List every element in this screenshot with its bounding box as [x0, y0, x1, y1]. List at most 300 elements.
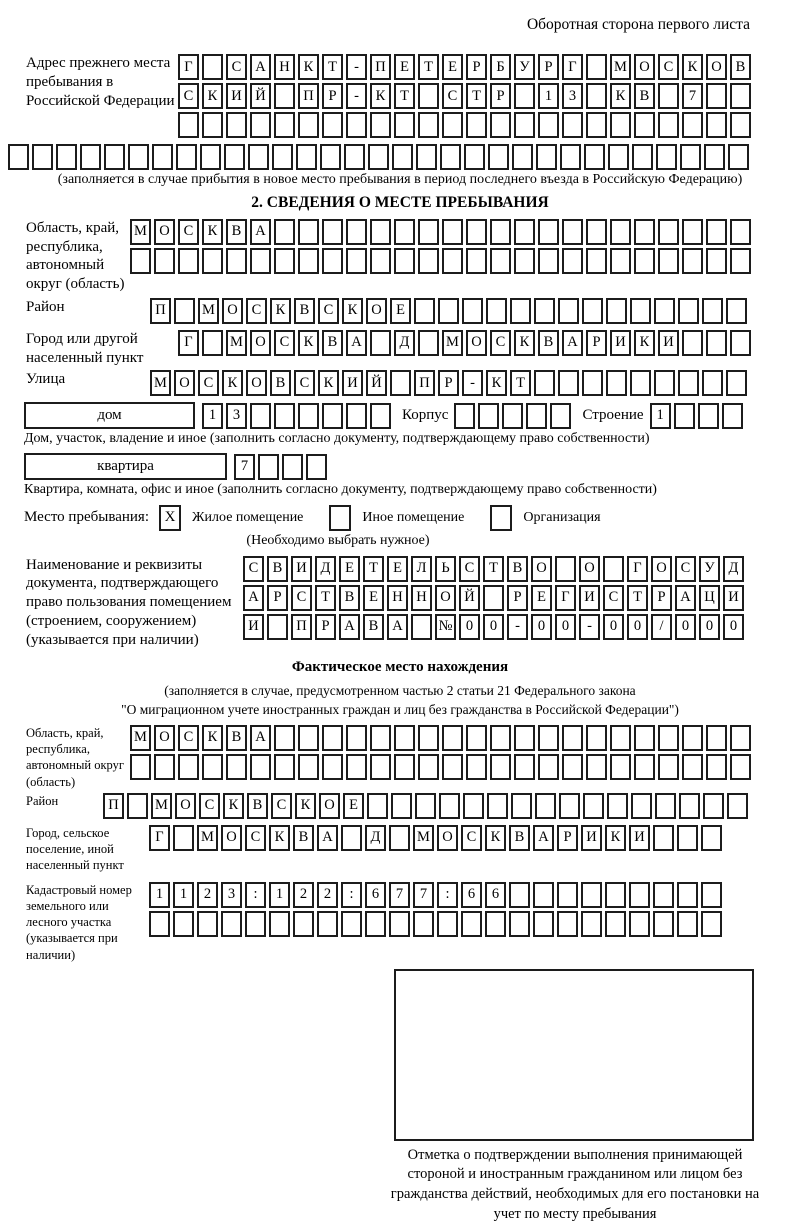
- char-box[interactable]: [582, 298, 603, 324]
- char-box[interactable]: [245, 911, 266, 937]
- char-box[interactable]: Ь: [435, 556, 456, 582]
- char-box[interactable]: [653, 825, 674, 851]
- char-box[interactable]: [630, 298, 651, 324]
- char-box[interactable]: О: [531, 556, 552, 582]
- char-box[interactable]: 0: [723, 614, 744, 640]
- char-box[interactable]: [610, 725, 631, 751]
- char-box[interactable]: [226, 248, 247, 274]
- char-box[interactable]: 1: [538, 83, 559, 109]
- char-box[interactable]: [634, 112, 655, 138]
- char-box[interactable]: [370, 725, 391, 751]
- char-box[interactable]: [557, 911, 578, 937]
- char-box[interactable]: [483, 585, 504, 611]
- char-box[interactable]: О: [706, 54, 727, 80]
- char-box[interactable]: И: [610, 330, 631, 356]
- char-box[interactable]: [581, 911, 602, 937]
- char-box[interactable]: №: [435, 614, 456, 640]
- char-box[interactable]: М: [151, 793, 172, 819]
- char-box[interactable]: О: [634, 54, 655, 80]
- char-box[interactable]: [128, 144, 149, 170]
- char-box[interactable]: [677, 825, 698, 851]
- char-box[interactable]: [221, 911, 242, 937]
- char-box[interactable]: [730, 330, 751, 356]
- char-box[interactable]: [610, 112, 631, 138]
- char-box[interactable]: [226, 754, 247, 780]
- char-box[interactable]: 1: [650, 403, 671, 429]
- char-box[interactable]: [658, 248, 679, 274]
- char-box[interactable]: [701, 825, 722, 851]
- char-box[interactable]: [534, 370, 555, 396]
- char-box[interactable]: [390, 370, 411, 396]
- char-box[interactable]: Р: [651, 585, 672, 611]
- char-box[interactable]: -: [579, 614, 600, 640]
- char-box[interactable]: [514, 248, 535, 274]
- char-box[interactable]: [282, 454, 303, 480]
- char-box[interactable]: [104, 144, 125, 170]
- char-box[interactable]: [658, 112, 679, 138]
- char-box[interactable]: [202, 54, 223, 80]
- char-box[interactable]: Д: [394, 330, 415, 356]
- char-box[interactable]: Т: [394, 83, 415, 109]
- char-box[interactable]: [550, 403, 571, 429]
- char-box[interactable]: [440, 144, 461, 170]
- char-box[interactable]: [394, 754, 415, 780]
- char-box[interactable]: Е: [390, 298, 411, 324]
- char-box[interactable]: [610, 219, 631, 245]
- char-box[interactable]: [677, 911, 698, 937]
- char-box[interactable]: К: [342, 298, 363, 324]
- char-box[interactable]: В: [538, 330, 559, 356]
- char-box[interactable]: Г: [627, 556, 648, 582]
- char-box[interactable]: В: [247, 793, 268, 819]
- char-box[interactable]: 1: [269, 882, 290, 908]
- char-box[interactable]: [370, 330, 391, 356]
- char-box[interactable]: М: [198, 298, 219, 324]
- char-box[interactable]: [320, 144, 341, 170]
- char-box[interactable]: [413, 911, 434, 937]
- char-box[interactable]: В: [322, 330, 343, 356]
- char-box[interactable]: [535, 793, 556, 819]
- char-box[interactable]: В: [509, 825, 530, 851]
- char-box[interactable]: [56, 144, 77, 170]
- char-box[interactable]: [418, 219, 439, 245]
- char-box[interactable]: К: [202, 725, 223, 751]
- char-box[interactable]: Р: [538, 54, 559, 80]
- char-box[interactable]: [582, 370, 603, 396]
- char-box[interactable]: [605, 882, 626, 908]
- char-box[interactable]: [370, 219, 391, 245]
- char-box[interactable]: [510, 298, 531, 324]
- char-box[interactable]: С: [226, 54, 247, 80]
- char-box[interactable]: [416, 144, 437, 170]
- char-box[interactable]: [298, 248, 319, 274]
- char-box[interactable]: [418, 725, 439, 751]
- char-box[interactable]: [173, 911, 194, 937]
- char-box[interactable]: К: [202, 83, 223, 109]
- char-box[interactable]: [346, 112, 367, 138]
- char-box[interactable]: [502, 403, 523, 429]
- char-box[interactable]: [274, 83, 295, 109]
- char-box[interactable]: [559, 793, 580, 819]
- char-box[interactable]: [581, 882, 602, 908]
- char-box[interactable]: М: [413, 825, 434, 851]
- char-box[interactable]: Е: [339, 556, 360, 582]
- char-box[interactable]: [658, 83, 679, 109]
- char-box[interactable]: [274, 754, 295, 780]
- checkbox-organization[interactable]: [490, 505, 512, 531]
- char-box[interactable]: М: [610, 54, 631, 80]
- char-box[interactable]: [653, 882, 674, 908]
- char-box[interactable]: [341, 825, 362, 851]
- char-box[interactable]: [702, 298, 723, 324]
- char-box[interactable]: [306, 454, 327, 480]
- char-box[interactable]: [562, 754, 583, 780]
- char-box[interactable]: [514, 754, 535, 780]
- char-box[interactable]: Д: [723, 556, 744, 582]
- char-box[interactable]: [536, 144, 557, 170]
- char-box[interactable]: [586, 112, 607, 138]
- char-box[interactable]: [461, 911, 482, 937]
- char-box[interactable]: [442, 754, 463, 780]
- char-box[interactable]: -: [507, 614, 528, 640]
- char-box[interactable]: Р: [466, 54, 487, 80]
- char-box[interactable]: [293, 911, 314, 937]
- char-box[interactable]: [442, 219, 463, 245]
- char-box[interactable]: 7: [682, 83, 703, 109]
- char-box[interactable]: 6: [461, 882, 482, 908]
- char-box[interactable]: М: [130, 725, 151, 751]
- char-box[interactable]: 1: [202, 403, 223, 429]
- char-box[interactable]: А: [250, 219, 271, 245]
- char-box[interactable]: [704, 144, 725, 170]
- char-box[interactable]: С: [461, 825, 482, 851]
- char-box[interactable]: [608, 144, 629, 170]
- char-box[interactable]: [677, 882, 698, 908]
- char-box[interactable]: [437, 911, 458, 937]
- char-box[interactable]: А: [250, 725, 271, 751]
- char-box[interactable]: [706, 219, 727, 245]
- char-box[interactable]: [322, 725, 343, 751]
- checkbox-residential-premises[interactable]: X: [159, 505, 181, 531]
- char-box[interactable]: :: [437, 882, 458, 908]
- char-box[interactable]: [728, 144, 749, 170]
- char-box[interactable]: [706, 725, 727, 751]
- char-box[interactable]: 7: [234, 454, 255, 480]
- char-box[interactable]: О: [579, 556, 600, 582]
- char-box[interactable]: [560, 144, 581, 170]
- char-box[interactable]: В: [293, 825, 314, 851]
- char-box[interactable]: [346, 725, 367, 751]
- char-box[interactable]: [322, 403, 343, 429]
- char-box[interactable]: П: [370, 54, 391, 80]
- char-box[interactable]: [558, 370, 579, 396]
- char-box[interactable]: [678, 370, 699, 396]
- char-box[interactable]: [298, 725, 319, 751]
- char-box[interactable]: А: [675, 585, 696, 611]
- char-box[interactable]: А: [317, 825, 338, 851]
- char-box[interactable]: К: [634, 330, 655, 356]
- char-box[interactable]: 3: [221, 882, 242, 908]
- char-box[interactable]: [389, 911, 410, 937]
- char-box[interactable]: [269, 911, 290, 937]
- char-box[interactable]: А: [533, 825, 554, 851]
- char-box[interactable]: [272, 144, 293, 170]
- char-box[interactable]: С: [199, 793, 220, 819]
- char-box[interactable]: Д: [315, 556, 336, 582]
- char-box[interactable]: С: [246, 298, 267, 324]
- char-box[interactable]: [514, 725, 535, 751]
- char-box[interactable]: Н: [274, 54, 295, 80]
- char-box[interactable]: [610, 754, 631, 780]
- char-box[interactable]: [178, 248, 199, 274]
- char-box[interactable]: [562, 248, 583, 274]
- char-box[interactable]: Й: [459, 585, 480, 611]
- char-box[interactable]: М: [197, 825, 218, 851]
- char-box[interactable]: [727, 793, 748, 819]
- char-box[interactable]: К: [486, 370, 507, 396]
- char-box[interactable]: 0: [627, 614, 648, 640]
- char-box[interactable]: И: [291, 556, 312, 582]
- char-box[interactable]: [682, 112, 703, 138]
- char-box[interactable]: Е: [343, 793, 364, 819]
- char-box[interactable]: В: [270, 370, 291, 396]
- char-box[interactable]: [679, 793, 700, 819]
- char-box[interactable]: [629, 882, 650, 908]
- char-box[interactable]: В: [267, 556, 288, 582]
- char-box[interactable]: [538, 112, 559, 138]
- char-box[interactable]: [322, 112, 343, 138]
- char-box[interactable]: [418, 754, 439, 780]
- char-box[interactable]: [322, 754, 343, 780]
- char-box[interactable]: [730, 112, 751, 138]
- char-box[interactable]: Е: [531, 585, 552, 611]
- char-box[interactable]: 1: [149, 882, 170, 908]
- char-box[interactable]: [274, 248, 295, 274]
- char-box[interactable]: Р: [322, 83, 343, 109]
- char-box[interactable]: А: [387, 614, 408, 640]
- char-box[interactable]: [658, 725, 679, 751]
- char-box[interactable]: [703, 793, 724, 819]
- char-box[interactable]: [274, 112, 295, 138]
- char-box[interactable]: [130, 754, 151, 780]
- char-box[interactable]: 2: [317, 882, 338, 908]
- char-box[interactable]: [586, 754, 607, 780]
- char-box[interactable]: [562, 219, 583, 245]
- char-box[interactable]: [610, 248, 631, 274]
- char-box[interactable]: -: [462, 370, 483, 396]
- char-box[interactable]: [682, 219, 703, 245]
- char-box[interactable]: [394, 219, 415, 245]
- char-box[interactable]: [706, 83, 727, 109]
- char-box[interactable]: [80, 144, 101, 170]
- char-box[interactable]: [538, 725, 559, 751]
- char-box[interactable]: [127, 793, 148, 819]
- char-box[interactable]: -: [346, 83, 367, 109]
- char-box[interactable]: [8, 144, 29, 170]
- char-box[interactable]: [487, 793, 508, 819]
- char-box[interactable]: Т: [466, 83, 487, 109]
- char-box[interactable]: 0: [699, 614, 720, 640]
- char-box[interactable]: [250, 112, 271, 138]
- char-box[interactable]: О: [250, 330, 271, 356]
- char-box[interactable]: [486, 298, 507, 324]
- char-box[interactable]: [658, 754, 679, 780]
- char-box[interactable]: 7: [389, 882, 410, 908]
- char-box[interactable]: [706, 248, 727, 274]
- char-box[interactable]: К: [682, 54, 703, 80]
- char-box[interactable]: [250, 248, 271, 274]
- char-box[interactable]: Р: [267, 585, 288, 611]
- char-box[interactable]: В: [507, 556, 528, 582]
- char-box[interactable]: -: [346, 54, 367, 80]
- char-box[interactable]: 3: [226, 403, 247, 429]
- char-box[interactable]: [317, 911, 338, 937]
- char-box[interactable]: [32, 144, 53, 170]
- char-box[interactable]: С: [675, 556, 696, 582]
- char-box[interactable]: [298, 112, 319, 138]
- char-box[interactable]: И: [226, 83, 247, 109]
- char-box[interactable]: Н: [387, 585, 408, 611]
- char-box[interactable]: [370, 248, 391, 274]
- char-box[interactable]: И: [658, 330, 679, 356]
- char-box[interactable]: [654, 370, 675, 396]
- char-box[interactable]: В: [226, 219, 247, 245]
- char-box[interactable]: [702, 370, 723, 396]
- char-box[interactable]: С: [178, 83, 199, 109]
- char-box[interactable]: О: [175, 793, 196, 819]
- char-box[interactable]: [629, 911, 650, 937]
- char-box[interactable]: [464, 144, 485, 170]
- char-box[interactable]: О: [222, 298, 243, 324]
- char-box[interactable]: [490, 754, 511, 780]
- char-box[interactable]: Й: [366, 370, 387, 396]
- char-box[interactable]: [365, 911, 386, 937]
- char-box[interactable]: [586, 248, 607, 274]
- char-box[interactable]: Е: [363, 585, 384, 611]
- char-box[interactable]: К: [222, 370, 243, 396]
- char-box[interactable]: С: [271, 793, 292, 819]
- char-box[interactable]: [370, 112, 391, 138]
- char-box[interactable]: И: [342, 370, 363, 396]
- char-box[interactable]: [298, 403, 319, 429]
- char-box[interactable]: /: [651, 614, 672, 640]
- char-box[interactable]: Т: [363, 556, 384, 582]
- char-box[interactable]: А: [250, 54, 271, 80]
- char-box[interactable]: [224, 144, 245, 170]
- char-box[interactable]: [438, 298, 459, 324]
- char-box[interactable]: [562, 725, 583, 751]
- char-box[interactable]: П: [414, 370, 435, 396]
- char-box[interactable]: С: [198, 370, 219, 396]
- char-box[interactable]: Л: [411, 556, 432, 582]
- char-box[interactable]: Й: [250, 83, 271, 109]
- checkbox-other-premises[interactable]: [329, 505, 351, 531]
- char-box[interactable]: [466, 112, 487, 138]
- char-box[interactable]: [173, 825, 194, 851]
- char-box[interactable]: [341, 911, 362, 937]
- char-box[interactable]: [346, 219, 367, 245]
- char-box[interactable]: Т: [510, 370, 531, 396]
- char-box[interactable]: [296, 144, 317, 170]
- char-box[interactable]: [154, 248, 175, 274]
- char-box[interactable]: [370, 403, 391, 429]
- char-box[interactable]: [418, 330, 439, 356]
- char-box[interactable]: Г: [149, 825, 170, 851]
- char-box[interactable]: Ц: [699, 585, 720, 611]
- char-box[interactable]: И: [629, 825, 650, 851]
- char-box[interactable]: [178, 112, 199, 138]
- char-box[interactable]: [478, 403, 499, 429]
- char-box[interactable]: [346, 754, 367, 780]
- char-box[interactable]: [514, 219, 535, 245]
- char-box[interactable]: С: [658, 54, 679, 80]
- char-box[interactable]: К: [610, 83, 631, 109]
- char-box[interactable]: [730, 248, 751, 274]
- char-box[interactable]: [509, 882, 530, 908]
- char-box[interactable]: [706, 112, 727, 138]
- char-box[interactable]: К: [605, 825, 626, 851]
- char-box[interactable]: Р: [586, 330, 607, 356]
- char-box[interactable]: [586, 83, 607, 109]
- char-box[interactable]: [682, 330, 703, 356]
- char-box[interactable]: К: [298, 330, 319, 356]
- char-box[interactable]: [698, 403, 719, 429]
- char-box[interactable]: М: [226, 330, 247, 356]
- char-box[interactable]: [680, 144, 701, 170]
- char-box[interactable]: [490, 725, 511, 751]
- char-box[interactable]: О: [174, 370, 195, 396]
- char-box[interactable]: О: [466, 330, 487, 356]
- char-box[interactable]: [149, 911, 170, 937]
- char-box[interactable]: [202, 330, 223, 356]
- char-box[interactable]: О: [319, 793, 340, 819]
- char-box[interactable]: [394, 248, 415, 274]
- char-box[interactable]: Е: [394, 54, 415, 80]
- char-box[interactable]: 7: [413, 882, 434, 908]
- char-box[interactable]: [418, 248, 439, 274]
- char-box[interactable]: [634, 725, 655, 751]
- char-box[interactable]: К: [485, 825, 506, 851]
- char-box[interactable]: С: [490, 330, 511, 356]
- char-box[interactable]: [322, 248, 343, 274]
- char-box[interactable]: [726, 370, 747, 396]
- char-box[interactable]: [630, 370, 651, 396]
- char-box[interactable]: [267, 614, 288, 640]
- char-box[interactable]: С: [178, 725, 199, 751]
- char-box[interactable]: С: [243, 556, 264, 582]
- char-box[interactable]: [463, 793, 484, 819]
- char-box[interactable]: [368, 144, 389, 170]
- char-box[interactable]: 0: [531, 614, 552, 640]
- char-box[interactable]: П: [150, 298, 171, 324]
- char-box[interactable]: [298, 219, 319, 245]
- char-box[interactable]: В: [730, 54, 751, 80]
- char-box[interactable]: [274, 725, 295, 751]
- char-box[interactable]: [538, 219, 559, 245]
- char-box[interactable]: [176, 144, 197, 170]
- char-box[interactable]: У: [699, 556, 720, 582]
- char-box[interactable]: [202, 112, 223, 138]
- char-box[interactable]: Р: [438, 370, 459, 396]
- char-box[interactable]: [678, 298, 699, 324]
- char-box[interactable]: О: [437, 825, 458, 851]
- char-box[interactable]: Р: [315, 614, 336, 640]
- char-box[interactable]: В: [634, 83, 655, 109]
- char-box[interactable]: [367, 793, 388, 819]
- char-box[interactable]: [370, 754, 391, 780]
- char-box[interactable]: К: [318, 370, 339, 396]
- char-box[interactable]: [514, 83, 535, 109]
